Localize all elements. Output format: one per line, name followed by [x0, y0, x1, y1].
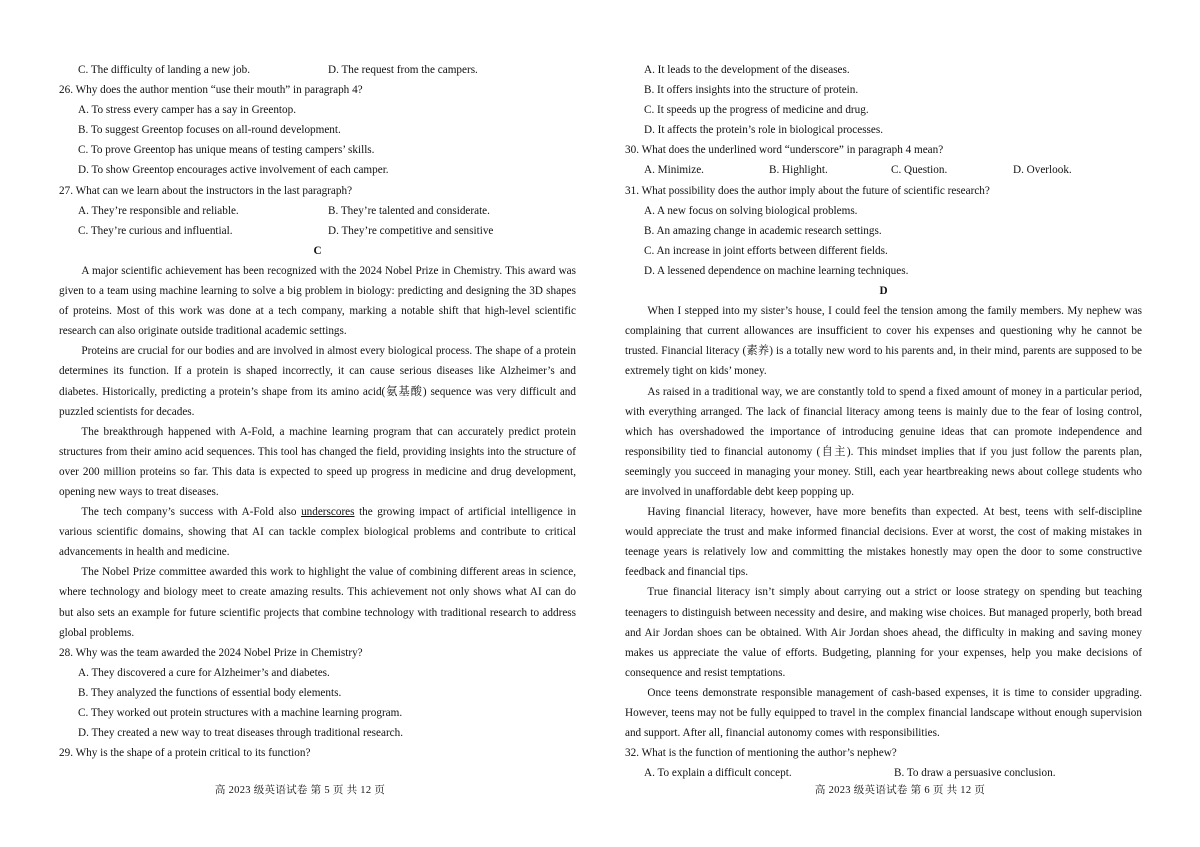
passage-d-paragraph-5: Once teens demonstrate responsible management of cash-based expenses, it is time to consider upgrading. However, teens may not be fully equipped to travel in the complex financial landscape without enough supervision and support. After all, financial autonomy comes with responsibilities. — [625, 686, 1142, 740]
q31-option-c: C. An increase in joint efforts between different fields. — [644, 244, 888, 257]
passage-c-paragraph-4 — [59, 502, 576, 562]
passage-c-paragraph-5: The Nobel Prize committee awarded this work to highlight the value of combining different areas in science, where technology and biology meet to create amazing results. This achievement not only shows what AI can do but also sets an example for future scientific projects that combine technology with traditional research to address global problems. — [59, 566, 576, 639]
q26-option-a: A. To stress every camper has a say in Greentop. — [78, 104, 297, 117]
q30-option-a: A. Minimize. — [644, 164, 704, 177]
right-page-footer: 高 2023 级英语试卷 第 6 页 共 12 页 — [814, 785, 986, 796]
q31-option-b: B. An amazing change in academic research settings. — [644, 224, 882, 237]
left-column — [59, 60, 576, 763]
q28-option-c: C. They worked out protein structures with a machine learning program. — [78, 707, 403, 719]
q29-option-d: D. It affects the protein’s role in biological processes. — [644, 124, 884, 137]
q26-option-b: B. To suggest Greentop focuses on all-round development. — [78, 124, 341, 137]
q29-option-c: C. It speeds up the progress of medicine and drug. — [644, 104, 869, 117]
q25-options — [78, 60, 576, 80]
passage-d-paragraph-1: When I stepped into my sister’s house, I could feel the tension among the family members. My nephew was complaining that current allowances are insufficient to cover his expenses and questioning why he cannot be trusted. Financial literacy (素养) is a totally new word to his parents and, in their mind, parents are supposed to be extremely tight on kids’ money. — [625, 305, 1142, 378]
question-31: 31. What possibility does the author imply about the future of scientific research? — [625, 184, 990, 197]
q27-option-d: D. They’re competitive and sensitive — [328, 224, 494, 237]
right-column — [625, 60, 1142, 783]
q30-options — [644, 160, 1142, 180]
passage-d-paragraph-4: True financial literacy isn’t simply about carrying out a strict or loose strategy on spending but teaching teenagers to distinguish between necessity and desire, and making wise choices. But managed properly, both bread and Air Jordan shoes can be obtained. With Air Jordan shoes ahead, the difficulty in making and saving money makes us appreciate the value of efforts. Budgeting, planning for your expenses, help you make decisions of consequence and resist temptations. — [625, 586, 1142, 679]
left-page-footer: 高 2023 级英语试卷 第 5 页 共 12 页 — [214, 785, 386, 796]
q27-options-row1 — [78, 201, 576, 221]
paragraph-4-before: The tech company’s success with A-Fold also — [81, 506, 302, 519]
question-32: 32. What is the function of mentioning the author’s nephew? — [625, 747, 897, 760]
paragraph-4-after: the growing impact of artificial intelligence in various scientific domains, showing that AI can tackle complex biological problems and contribute to critical advancements in health and medicine. — [59, 506, 576, 559]
q29-option-b: B. It offers insights into the structure of protein. — [644, 84, 859, 97]
question-28: 28. Why was the team awarded the 2024 Nobel Prize in Chemistry? — [59, 646, 363, 659]
q30-option-d: D. Overlook. — [1013, 164, 1072, 177]
passage-d-paragraph-3: Having financial literacy, however, have more benefits than expected. At best, teens with self-discipline would appreciate the trust and make informed financial decisions. Ever at worst, the cost of making mistakes in teenage years is relatively low and committing the mistakes honestly may open the door to some constructive feedback and financial tips. — [625, 506, 1142, 579]
question-26: 26. Why does the author mention “use their mouth” in paragraph 4? — [59, 84, 363, 97]
q31-option-d: D. A lessened dependence on machine learning techniques. — [644, 264, 909, 277]
question-30: 30. What does the underlined word “underscore” in paragraph 4 mean? — [625, 144, 944, 157]
q28-option-d: D. They created a new way to treat diseases through traditional research. — [78, 727, 404, 740]
question-27: 27. What can we learn about the instructors in the last paragraph? — [59, 184, 353, 197]
underlined-word: underscores — [301, 506, 355, 519]
q27-options-row2 — [78, 221, 576, 241]
option-c: C. The difficulty of landing a new job. — [78, 64, 251, 76]
option-d: D. The request from the campers. — [328, 64, 478, 76]
q31-option-a: A. A new focus on solving biological problems. — [644, 204, 858, 217]
q30-option-c: C. Question. — [891, 164, 948, 177]
section-d-heading: D — [879, 285, 888, 298]
q28-option-b: B. They analyzed the functions of essential body elements. — [78, 686, 342, 699]
q26-option-c: C. To prove Greentop has unique means of testing campers’ skills. — [78, 144, 375, 157]
passage-c-paragraph-2: Proteins are crucial for our bodies and are involved in almost every biological process. The shape of a protein determines its function. If a protein is shaped incorrectly, it can cause serious diseases like Alzheimer’s and diabetes. Historically, predicting a protein’s shape from its amino acid(氨基酸) sequence was very difficult and puzzled scientists for decades. — [59, 345, 576, 418]
q32-option-b: B. To draw a persuasive conclusion. — [894, 767, 1056, 780]
section-c-heading: C — [313, 244, 322, 257]
q29-option-a: A. It leads to the development of the diseases. — [644, 64, 850, 76]
q28-option-a: A. They discovered a cure for Alzheimer’s and diabetes. — [78, 666, 330, 679]
q26-option-d: D. To show Greentop encourages active involvement of each camper. — [78, 164, 389, 177]
q27-option-a: A. They’re responsible and reliable. — [78, 204, 239, 217]
passage-c-paragraph-1: A major scientific achievement has been recognized with the 2024 Nobel Prize in Chemistry. This award was given to a team using machine learning to solve a big problem in biology: predicting and designing the 3D shapes of proteins. Most of this work was done at a tech company, marking a notable shift that high-level scientific research can also originate outside traditional academic settings. — [59, 264, 576, 338]
q32-option-a: A. To explain a difficult concept. — [644, 767, 792, 780]
q27-option-b: B. They’re talented and considerate. — [328, 204, 490, 217]
q30-option-b: B. Highlight. — [769, 164, 828, 177]
passage-d-paragraph-2: As raised in a traditional way, we are constantly told to spend a fixed amount of money in a particular period, with everything arranged. The lack of financial literacy among teens is mainly due to the fear of losing control, which has overshadowed the importance of introducing genuine ideas that can promote independence and responsibility tied to financial autonomy (自主). This mindset implies that if you just follow the parents plan, seemingly you succeed in managing your money. Still, each year heartbreaking news about college students who are involved in unaffordable debt keep popping up. — [625, 385, 1142, 498]
q27-option-c: C. They’re curious and influential. — [78, 224, 233, 237]
question-29: 29. Why is the shape of a protein critical to its function? — [59, 747, 311, 760]
right-page — [600, 0, 1200, 847]
passage-c-paragraph-3: The breakthrough happened with A-Fold, a machine learning program that can accurately predict protein structures from their amino acid sequences. This tool has changed the field, providing insights into the structure of over 200 million proteins so far. This data is expected to speed up progress in medicine and drug development, opening new ways to treat diseases. — [59, 425, 576, 498]
